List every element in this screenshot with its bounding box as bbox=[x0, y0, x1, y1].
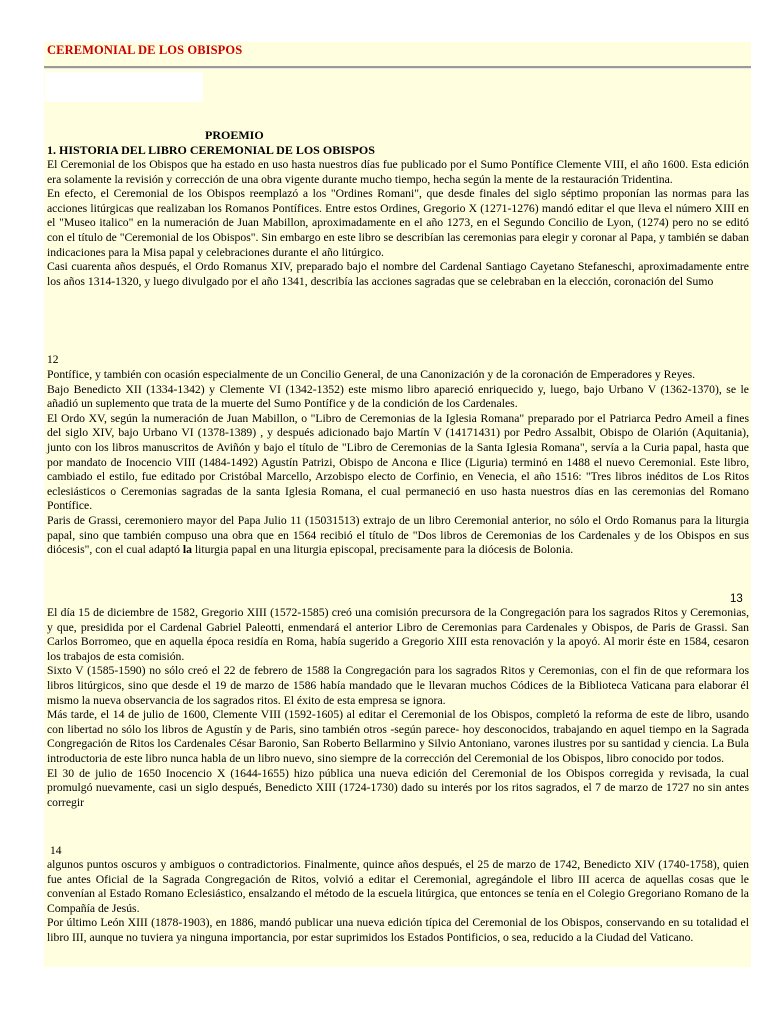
paragraph: El Ceremonial de los Obispos que ha estado en uso hasta nuestros días fue publicado por el Sumo Pontífice Clemente VIII, el año 1600. Esta edición era solamente la revisión y corrección de una obra vigente durante mucho tiempo, hecha según la mente de la restauración Tridentina. bbox=[47, 158, 749, 186]
paragraph: Pontífice, y también con ocasión especialmente de un Concilio General, de una Canonización y de la coronación de Emperadores y Reyes. bbox=[47, 368, 696, 381]
paragraph: Sixto V (1585-1590) no sólo creó el 22 de febrero de 1588 la Congregación para los sagrados Ritos y Ceremonias, con el fin de que reformara los libros litúrgicos, sino que desde el 19 de marzo de 1586 había mandado que le llevaran muchos Códices de la Biblioteca Vaticana para elaborar él mismo la nueva observancia de los sagrados ritos. El éxito de esta empresa se ignora. bbox=[47, 664, 749, 707]
page-number-12: 12 bbox=[47, 354, 59, 366]
paragraph bbox=[47, 514, 749, 558]
paragraph: En efecto, el Ceremonial de los Obispos reemplazó a los "Ordines Romani", que desde finales del siglo séptimo proponían las normas para las acciones litúrgicas que realizaban los Romanos Pontífices. Entre estos Ordines, Gregorio X (1271-1276) mandó editar el que lleva el número XIII en el "Museo italico" en la numeración de Juan Mabillon, aproximadamente en el año 1273, en el Segundo Concilio de Lyon, (1274) pero no se editó con el título de "Ceremonial de los Obispos". Sin embargo en este libro se describían las ceremonias para elegir y coronar al Papa, y también se daban indicaciones para la Misa papal y celebraciones durante el año litúrgico. bbox=[47, 187, 749, 259]
document-title: CEREMONIAL DE LOS OBISPOS bbox=[47, 43, 243, 57]
paragraph: El día 15 de diciembre de 1582, Gregorio XIII (1572-1585) creó una comisión precursora de la Congregación para los sagrados Ritos y Ceremonias, y que, presidida por el Cardenal Gabriel Paleotti, enmendará el anterior Libro de Ceremonias para Cardenales y Obispos, de Paris de Grassi. San Carlos Borromeo, que en aquella época residía en Roma, había sugerido a Gregorio XIII esta renovación y la apoyó. Al morir éste en 1584, cesaron los trabajos de esta comisión. bbox=[47, 606, 749, 663]
image-placeholder bbox=[45, 72, 203, 102]
paragraph: El 30 de julio de 1650 Inocencio X (1644-1655) hizo pública una nueva edición del Ceremonial de los Obispos corregida y revisada, la cual promulgó nuevamente, casi un siglo después, Benedicto XIII (1724-1730) dado su interés por los ritos sagrados, el 7 de marzo de 1727 no sin antes corregir bbox=[47, 766, 749, 809]
title-divider bbox=[44, 66, 751, 69]
document-page bbox=[44, 42, 751, 967]
paragraph: Casi cuarenta años después, el Ordo Romanus XIV, preparado bajo el nombre del Cardenal Santiago Cayetano Stefaneschi, aproximadamente entre los años 1314-1320, y luego divulgado por el año 1341, describía las acciones sagradas que se celebraban en la elección, coronación del Sumo bbox=[47, 260, 749, 288]
proemio-heading: PROEMIO bbox=[205, 128, 264, 142]
paragraph-text: Paris de Grassi, ceremoniero mayor del Papa Julio 11 (15031513) extrajo de un libro Ceremonial anterior, no sólo el Ordo Romanus para la liturgia papal, sino que también compuso una obra que en 1564 recibió el título de "Dos libros de Ceremonias de los Cardenales y de los Obispos en sus diócesis", con el cual adaptó bbox=[47, 513, 749, 557]
paragraph: El Ordo XV, según la numeración de Juan Mabillon, o "Libro de Ceremonias de la Iglesia Romana" preparado por el Patriarca Pedro Ameil a fines del siglo XIV, bajo Urbano VI (1378-1389) , y después adicionado bajo Martín V (14171431) por Pedro Assalbit, Obispo de Olarión (Aquitania), junto con los libros manuscritos de Aviñón y bajo el título de "Libro de Ceremonias de la Santa Iglesia Romana", servía a la Curia papal, hasta que por mandato de Inocencio VIII (1484-1492) Agustín Patrizi, Obispo de Ancona e Ilice (Liguria) terminó en 1488 el nuevo Ceremonial. Este libro, cambiado el estilo, fue editado por Cristóbal Marcello, Arzobispo electo de Corfinio, en Venecia, el año 1516: "Tres libros inéditos de Los Ritos eclesiásticos o Ceremonias sagradas de la santa Iglesia Romana, el cual permaneció en uso hasta nuestros días en las ceremonias del Romano Pontífice. bbox=[47, 411, 749, 513]
paragraph: Más tarde, el 14 de julio de 1600, Clemente VIII (1592-1605) al editar el Ceremonial de los Obispos, completó la reforma de este de libro, usando con libertad no sólo los libros de Agustín y de Paris, sino también otros -según parece- hoy desconocidos, trabajando en aquel tiempo en la Sagrada Congregación de Ritos los Cardenales César Baronio, San Roberto Bellarmino y Silvio Antoniano, varones ilustres por su santidad y ciencia. La Bula introductoria de este libro nunca habla de un libro nuevo, sino siempre de la corrección del Ceremonial de los Obispos, libro conocido por todos. bbox=[47, 708, 749, 765]
text-block-4 bbox=[47, 858, 749, 946]
page-number-13: 13 bbox=[730, 593, 743, 605]
text-block-3 bbox=[47, 606, 749, 810]
paragraph: Bajo Benedicto XII (1334-1342) y Clemente VI (1342-1352) este mismo libro apareció enriquecido y, luego, bajo Urbano V (1362-1370), se le añadió un suplemento que trata de la muerte del Sumo Pontífice y de la condición de los Cardenales. bbox=[47, 382, 749, 411]
paragraph-text: liturgia papal en una liturgia episcopal, precisamente para la diócesis de Bolonia. bbox=[191, 543, 574, 557]
bold-word: la bbox=[182, 543, 192, 557]
text-block-1 bbox=[47, 158, 749, 289]
paragraph: Por último León XIII (1878-1903), en 1886, mandó publicar una nueva edición típica del Ceremonial de los Obispos, conservando en su totalidad el libro III, aunque no tuviera ya ninguna importancia, por estar suprimidos los Estados Pontificios, o sea, reducido a la Ciudad del Vaticano. bbox=[47, 916, 749, 944]
paragraph: algunos puntos oscuros y ambiguos o contradictorios. Finalmente, quince años después, el 25 de marzo de 1742, Benedicto XIV (1740-1758), quien fue antes Oficial de la Sagrada Congregación de Ritos, volvió a editar el Ceremonial, agregándole el libro III acerca de aquellas cosas que le convenían al Estado Romano Eclesiástico, ensalzando el método de la escuela litúrgica, que entonces se tenía en el Colegio Gregoriano Romano de la Compañía de Jesús. bbox=[47, 858, 749, 915]
page-number-14: 14 bbox=[50, 845, 62, 857]
section-heading: 1. HISTORIA DEL LIBRO CEREMONIAL DE LOS OBISPOS bbox=[47, 143, 375, 157]
text-block-2 bbox=[47, 368, 749, 558]
